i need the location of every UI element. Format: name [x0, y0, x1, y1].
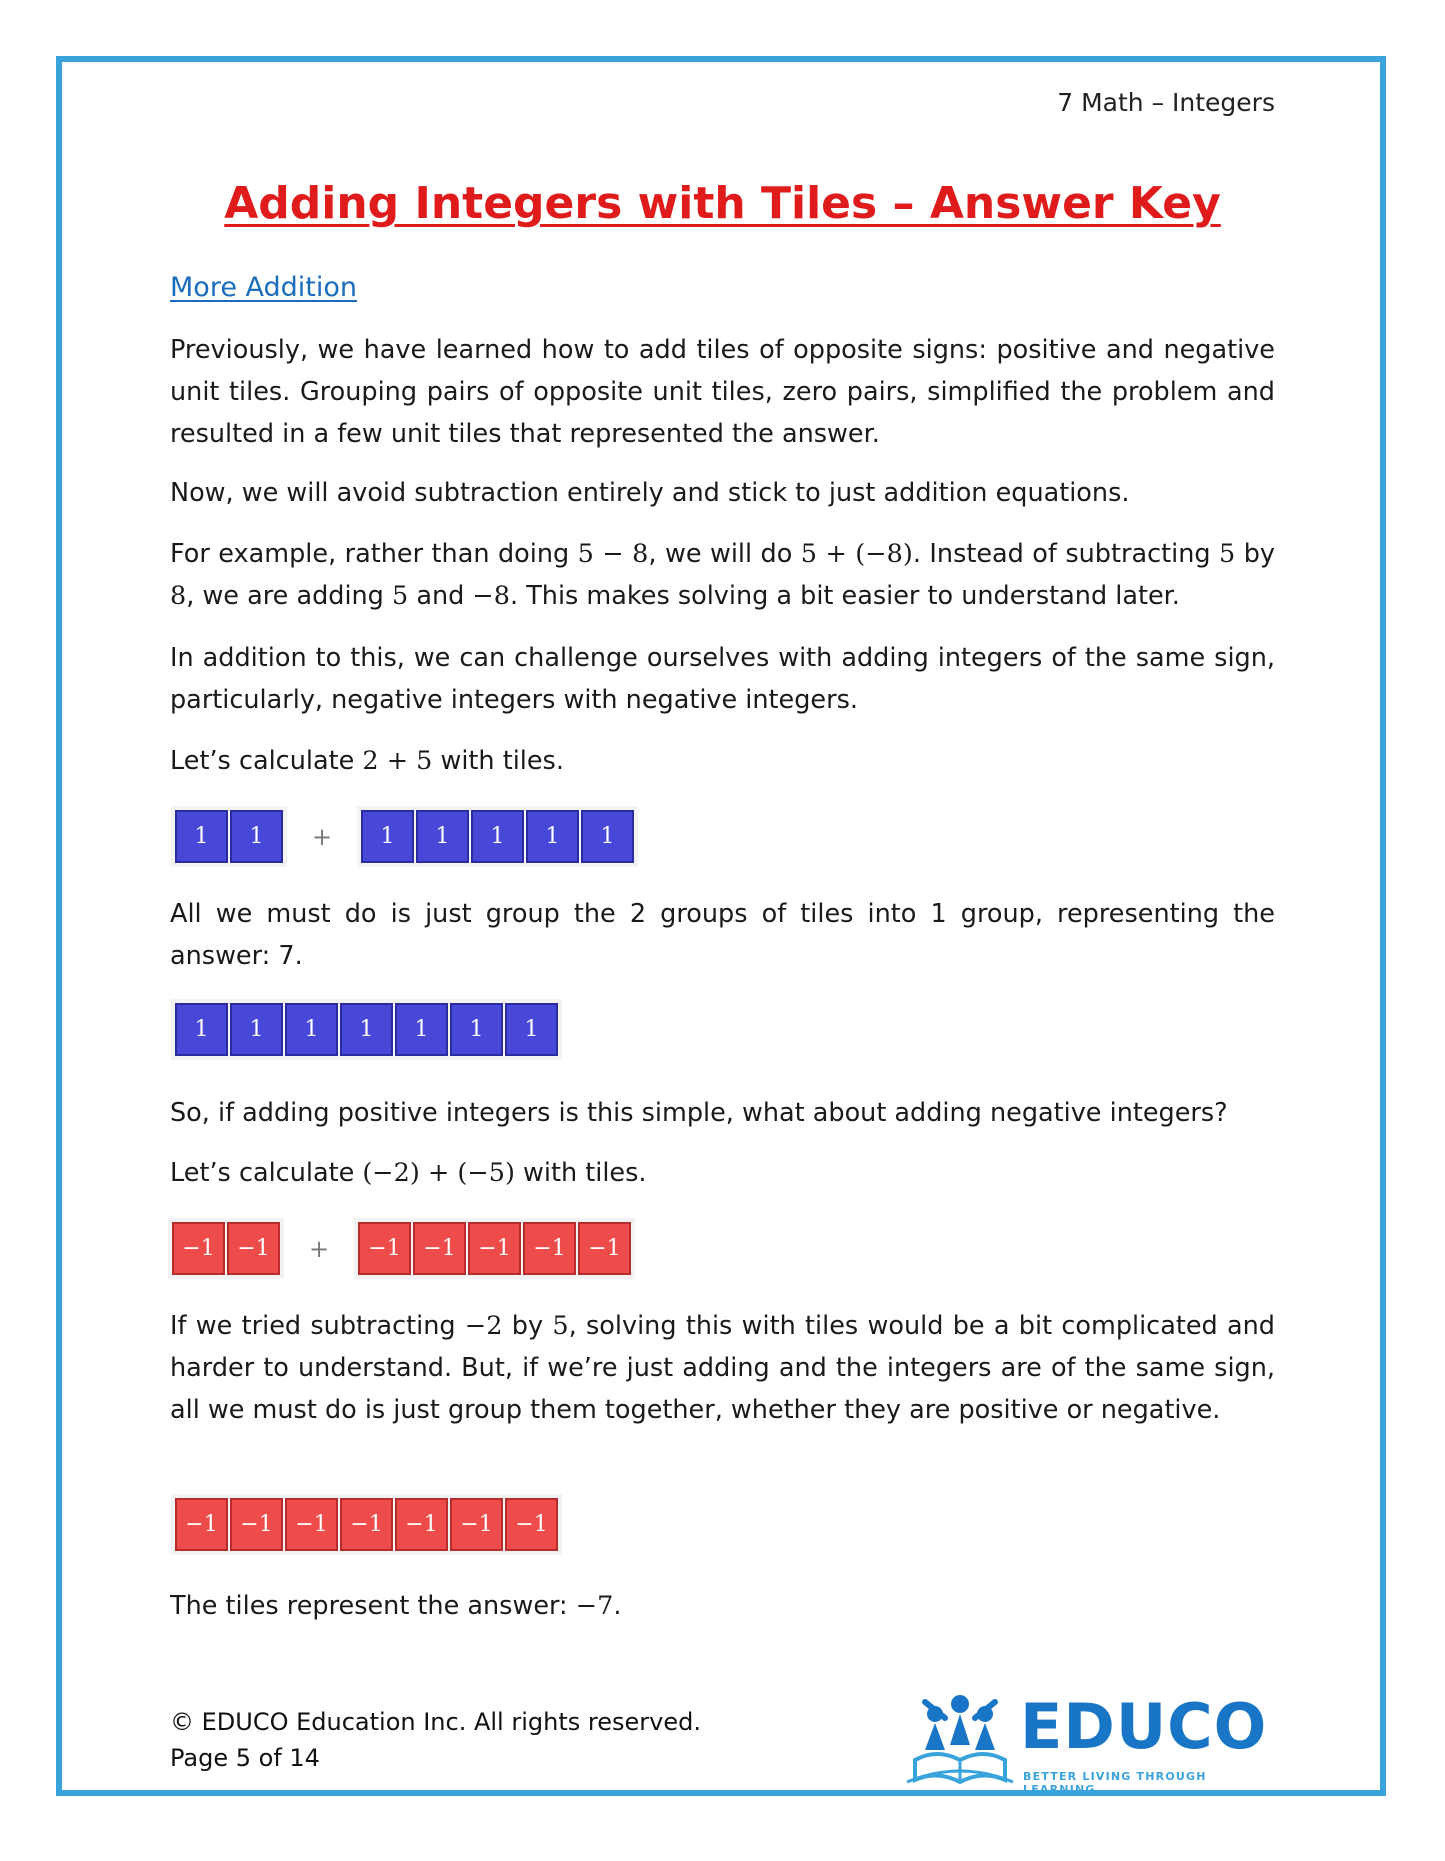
- paragraph-group-positive: All we must do is just group the 2 groups of tiles into 1 group, representing the answer: 7.: [170, 899, 1275, 971]
- negative-unit-tile: −1: [227, 1222, 280, 1275]
- paragraph-answer: The tiles represent the answer: −7.: [170, 1591, 622, 1621]
- positive-unit-tile: 1: [230, 810, 283, 863]
- negative-unit-tile: −1: [230, 1498, 283, 1551]
- tile-result-negative: [171, 1494, 562, 1555]
- negative-unit-tile: −1: [468, 1222, 521, 1275]
- tile-group-right: [354, 1218, 635, 1279]
- tile-equation-positive: [171, 806, 638, 867]
- tile-group-right: [357, 806, 638, 867]
- positive-unit-tile: 1: [175, 1003, 228, 1056]
- paragraph-calc-negative: Let’s calculate (−2) + (−5) with tiles.: [170, 1158, 647, 1188]
- negative-unit-tile: −1: [340, 1498, 393, 1551]
- paragraph-question-negative: So, if adding positive integers is this simple, what about adding negative integers?: [170, 1098, 1228, 1128]
- positive-unit-tile: 1: [581, 810, 634, 863]
- tile-group-result: [171, 999, 562, 1060]
- negative-unit-tile: −1: [450, 1498, 503, 1551]
- page-number: Page 5 of 14: [170, 1744, 320, 1772]
- negative-unit-tile: −1: [413, 1222, 466, 1275]
- tile-result-positive: [171, 999, 562, 1060]
- negative-unit-tile: −1: [358, 1222, 411, 1275]
- paragraph-intro: Previously, we have learned how to add tiles of opposite signs: positive and negative unit tiles. Grouping pairs of opposite unit tiles, zero pairs, simplified the problem and resulted in a few unit tiles that represented the answer.: [170, 335, 1275, 449]
- plus-sign: +: [308, 1234, 330, 1263]
- positive-unit-tile: 1: [361, 810, 414, 863]
- tile-equation-negative: [168, 1218, 635, 1279]
- negative-unit-tile: −1: [395, 1498, 448, 1551]
- negative-unit-tile: −1: [285, 1498, 338, 1551]
- negative-unit-tile: −1: [523, 1222, 576, 1275]
- positive-unit-tile: 1: [340, 1003, 393, 1056]
- negative-unit-tile: −1: [172, 1222, 225, 1275]
- positive-unit-tile: 1: [175, 810, 228, 863]
- paragraph-calc-positive: Let’s calculate 2 + 5 with tiles.: [170, 746, 564, 776]
- positive-unit-tile: 1: [505, 1003, 558, 1056]
- positive-unit-tile: 1: [230, 1003, 283, 1056]
- logo-tagline: BETTER LIVING THROUGH LEARNING: [1023, 1770, 1207, 1796]
- paragraph-same-sign: In addition to this, we can challenge ourselves with adding integers of the same sign, particularly, negative integers with negative integers.: [170, 643, 1275, 715]
- plus-sign: +: [311, 822, 333, 851]
- section-heading: More Addition: [170, 272, 358, 303]
- tile-group-result: [171, 1494, 562, 1555]
- negative-unit-tile: −1: [175, 1498, 228, 1551]
- positive-unit-tile: 1: [526, 810, 579, 863]
- paragraph-avoid-subtraction: Now, we will avoid subtraction entirely and stick to just addition equations.: [170, 478, 1130, 508]
- page-title: Adding Integers with Tiles – Answer Key: [224, 178, 1221, 229]
- course-header: 7 Math – Integers: [1057, 88, 1275, 117]
- positive-unit-tile: 1: [450, 1003, 503, 1056]
- copyright-text: © EDUCO Education Inc. All rights reserved.: [170, 1708, 701, 1736]
- negative-unit-tile: −1: [578, 1222, 631, 1275]
- positive-unit-tile: 1: [416, 810, 469, 863]
- tile-group-left: [171, 806, 287, 867]
- positive-unit-tile: 1: [395, 1003, 448, 1056]
- paragraph-example: For example, rather than doing 5 − 8, we will do 5 + (−8). Instead of subtracting 5 by 8, we are adding 5 and −8. This makes solving a bit easier to understand later.: [170, 539, 1275, 611]
- logo-name: EDUCO: [1020, 1690, 1268, 1763]
- positive-unit-tile: 1: [285, 1003, 338, 1056]
- paragraph-explanation-negative: If we tried subtracting −2 by 5, solving this with tiles would be a bit complicated and harder to understand. But, if we’re just adding and the integers are of the same sign, all we must do is just group them together, whether they are positive or negative.: [170, 1311, 1275, 1425]
- educo-book-people-icon: [905, 1690, 1015, 1790]
- positive-unit-tile: 1: [471, 810, 524, 863]
- tile-group-left: [168, 1218, 284, 1279]
- footer: [170, 1704, 701, 1776]
- negative-unit-tile: −1: [505, 1498, 558, 1551]
- educo-logo: [905, 1690, 1268, 1796]
